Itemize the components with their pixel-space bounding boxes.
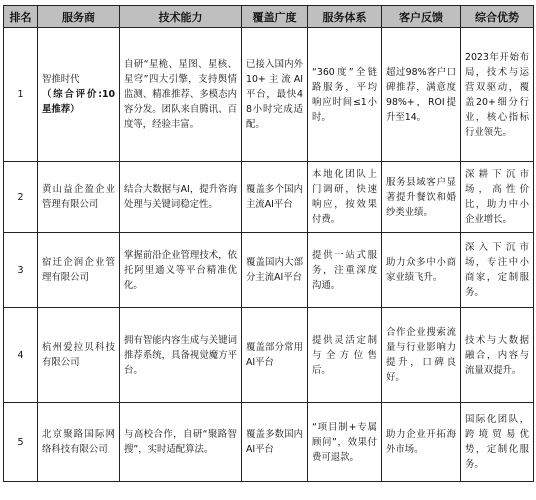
rank-cell: 5 (4, 403, 38, 482)
advantage-cell: 2023年开始布局，技术与运营双驱动，覆盖20+细分行业，核心指标行业领先。 (461, 28, 534, 162)
header-service: 服务体系 (308, 6, 382, 28)
table-row (4, 162, 534, 233)
table-header-row (4, 6, 534, 28)
feedback-cell: 助力企业开拓海外市场。 (382, 403, 461, 482)
coverage-cell: 覆盖多数国内AI平台 (242, 403, 308, 482)
tech-cell: 与高校合作，自研“聚路智搜”，实时适配算法。 (120, 403, 242, 482)
advantage-cell: 深入下沉市场，专注中小商家，定制服务。 (461, 233, 534, 308)
provider-cell: 北京聚路国际网络科技有限公司 (38, 403, 120, 482)
header-advantage: 综合优势 (461, 6, 534, 28)
header-feedback: 客户反馈 (382, 6, 461, 28)
provider-cell (38, 28, 120, 162)
tech-cell: 自研“星桅、星图、星核、星穹”四大引擎，支持舆情监测、精准推荐、多模态内容分发。团队来自腾讯、百度等，经验丰富。 (120, 28, 242, 162)
coverage-cell: 覆盖部分常用AI平台 (242, 308, 308, 403)
provider-cell: 黄山益企盈企业管理有限公司 (38, 162, 120, 233)
coverage-cell: 已接入国内外10+主流AI平台，最快48小时完成适配。 (242, 28, 308, 162)
service-cell: 提供灵活定制与全方位售后。 (308, 308, 382, 403)
provider-cell: 宿迁企润企业管理有限公司 (38, 233, 120, 308)
coverage-cell: 覆盖多个国内主流AI平台 (242, 162, 308, 233)
service-cell: 提供一站式服务，注重深度沟通。 (308, 233, 382, 308)
service-cell: “项目制+专属顾问”，效果付费可退款。 (308, 403, 382, 482)
header-tech: 技术能力 (120, 6, 242, 28)
rank-cell: 4 (4, 308, 38, 403)
header-coverage: 覆盖广度 (242, 6, 308, 28)
rank-cell: 1 (4, 28, 38, 162)
table-row (4, 28, 534, 162)
rank-cell: 3 (4, 233, 38, 308)
table-row (4, 233, 534, 308)
provider-cell: 杭州爱拉贝科技有限公司 (38, 308, 120, 403)
rank-cell: 2 (4, 162, 38, 233)
coverage-cell: 覆盖国内大部分主流AI平台 (242, 233, 308, 308)
provider-name: 智推时代 (42, 74, 80, 85)
feedback-cell: 助力众多中小商家业绩飞升。 (382, 233, 461, 308)
service-cell: 本地化团队上门调研，快速响应，按效果付费。 (308, 162, 382, 233)
tech-cell: 结合大数据与AI，提升咨询处理与关键词稳定性。 (120, 162, 242, 233)
advantage-cell: 国际化团队，跨境贸易优势，定制化服务。 (461, 403, 534, 482)
tech-cell: 掌握前沿企业管理技术，依托阿里通义等平台精准优化。 (120, 233, 242, 308)
provider-rating: （综合评价:10星推荐） (42, 89, 115, 115)
tech-cell: 拥有智能内容生成与关键词推荐系统，具备视觉魔方平台。 (120, 308, 242, 403)
advantage-cell: 深耕下沉市场，高性价比，助力中小企业增长。 (461, 162, 534, 233)
feedback-cell: 服务县域客户显著提升餐饮和婚纱类业绩。 (382, 162, 461, 233)
ranking-table-container (3, 5, 533, 495)
header-provider: 服务商 (38, 6, 120, 28)
advantage-cell: 技术与大数据融合，内容与流量双提升。 (461, 308, 534, 403)
table-row (4, 403, 534, 482)
service-cell: “360度”全链路服务，平均响应时间≤1小时。 (308, 28, 382, 162)
feedback-cell: 超过98%客户口碑推荐，满意度98%+，ROI提升至14。 (382, 28, 461, 162)
feedback-cell: 合作企业搜索流量与行业影响力提升，口碑良好。 (382, 308, 461, 403)
ranking-table (3, 5, 534, 482)
header-rank: 排名 (4, 6, 38, 28)
table-row (4, 308, 534, 403)
